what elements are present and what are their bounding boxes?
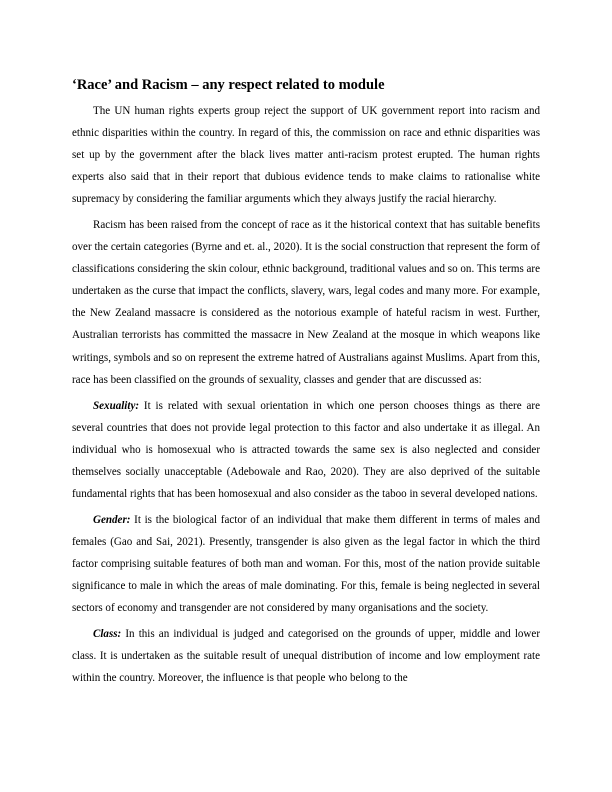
paragraph-lead-term: Sexuality: <box>93 399 140 412</box>
paragraph-gender <box>72 509 540 619</box>
paragraph-lead-term: Gender: <box>93 513 131 526</box>
paragraph-racism-concept <box>72 214 540 390</box>
paragraph-text: The UN human rights experts group reject the support of UK government report into racism and ethnic disparities within the country. In regard of this, the commission on race and ethnic disparities was set up by the government after the black lives matter anti-racism protest erupted. The human rights experts also said that in their report that dubious evidence tends to make claims to rationalise white supremacy by considering the familiar arguments which they always justify the racial hierarchy. <box>72 105 540 206</box>
paragraph-text: It is related with sexual orientation in which one person chooses things as there are several countries that does not provide legal protection to this factor and also undertake it as illegal. An individual who is homosexual who is attracted towards the same sex is also neglected and consider themselves socially unacceptable (Adebowale and Rao, 2020). They are also deprived of the suitable fundamental rights that has been homosexual and also consider as the taboo in several developed nations. <box>72 399 540 500</box>
paragraph-sexuality <box>72 395 540 505</box>
section-heading: ‘Race’ and Racism – any respect related to module <box>72 77 385 93</box>
paragraph-text: It is the biological factor of an individual that make them different in terms of males and females (Gao and Sai, 2021). Presently, transgender is also given as the legal factor in which the third factor comprising suitable features of both man and woman. For this, most of the nation provide suitable significance to male in which the areas of male dominating. For this, female is being neglected in several sectors of economy and transgender are not considered by many organisations and the society. <box>72 513 540 615</box>
paragraph-lead-term: Class: <box>93 628 122 641</box>
paragraph-un-report <box>72 100 540 210</box>
page-content <box>72 76 540 693</box>
paragraph-class <box>72 623 540 689</box>
paragraph-text: Racism has been raised from the concept of race as it the historical context that has suitable benefits over the certain categories (Byrne and et. al., 2020). It is the social construction that represent the form of classifications considering the skin colour, ethnic background, traditional values and so on. This terms are undertaken as the curse that impact the conflicts, slavery, wars, legal codes and many more. For example, the New Zealand massacre is considered as the notorious example of hateful racism in west. Further, Australian terrorists has committed the massacre in New Zealand at the mosque in which weapons like writings, symbols and so on represent the extreme hatred of Australians against Muslims. Apart from this, race has been classified on the grounds of sexuality, classes and gender that are discussed as: <box>72 219 540 386</box>
paragraph-text: In this an individual is judged and categorised on the grounds of upper, middle and lower class. It is undertaken as the suitable result of unequal distribution of income and low employment rate within the country. Moreover, the influence is that people who belong to the <box>72 628 540 685</box>
